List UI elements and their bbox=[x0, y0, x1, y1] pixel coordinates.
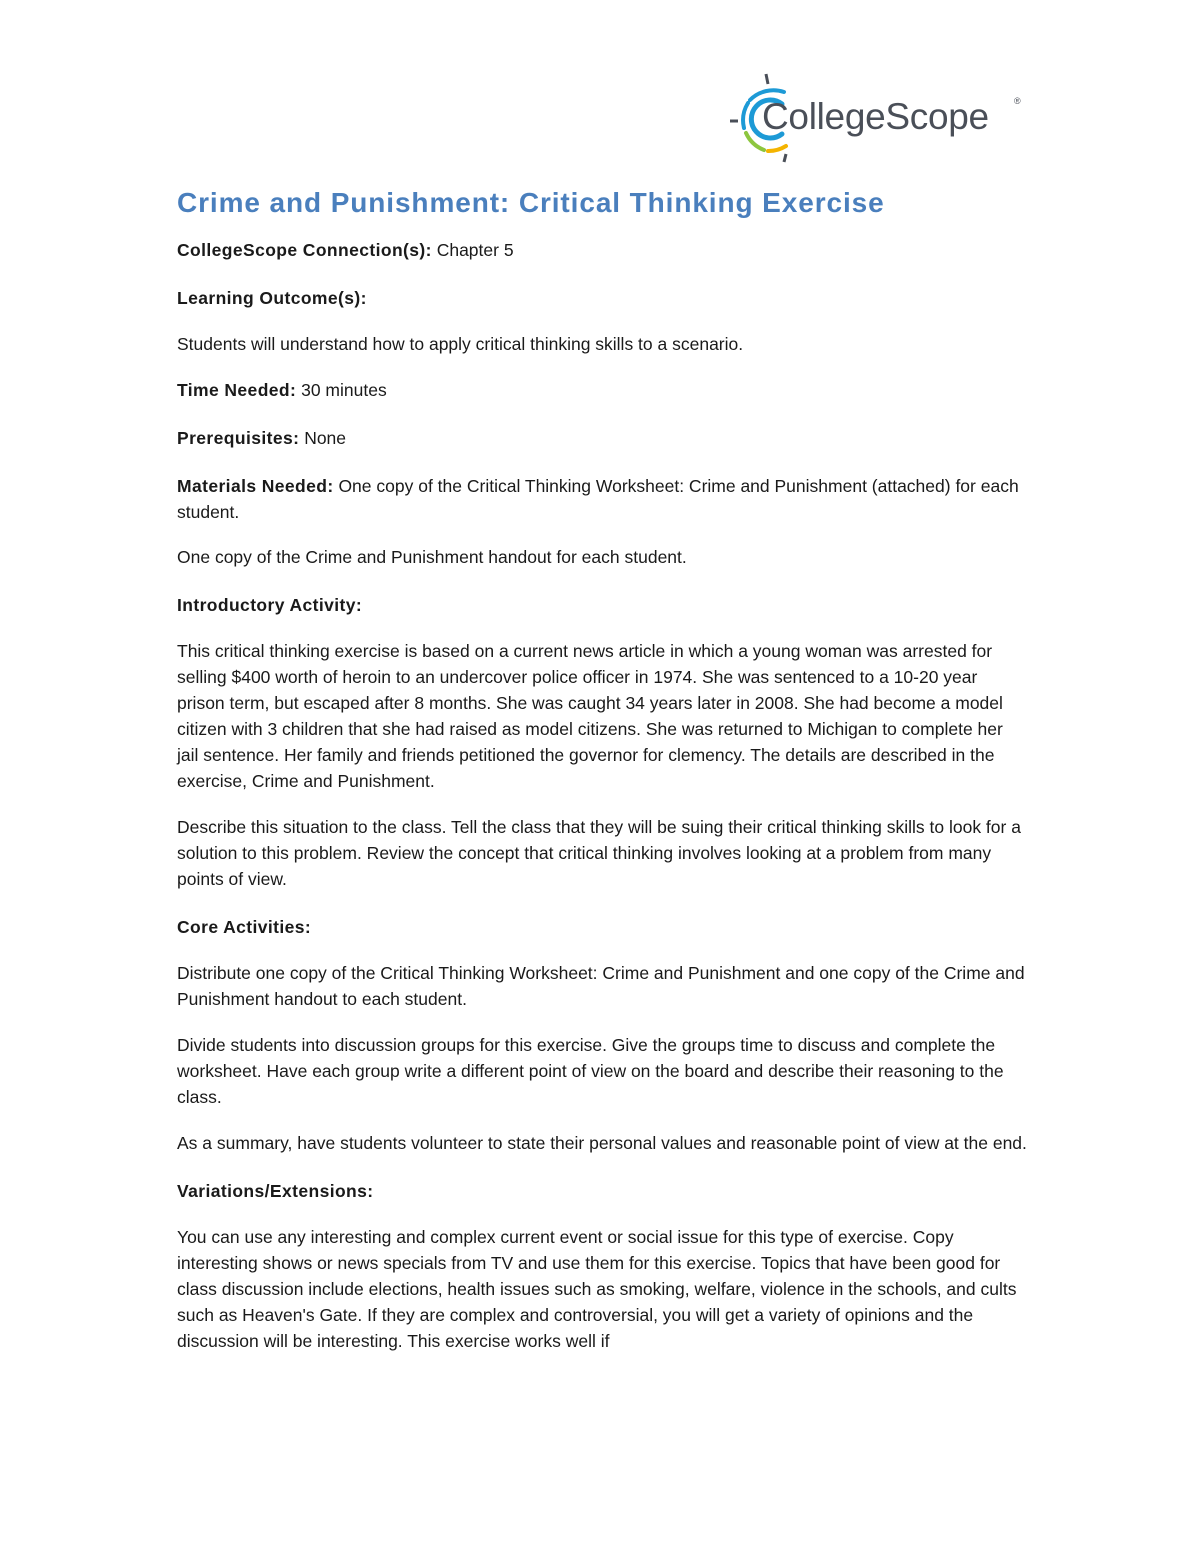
intro-paragraph-1: This critical thinking exercise is based on a current news article in which a young woman was arrested for selling $400 worth of heroin to an undercover police officer in 1974. She was sentenced to a 10-20 year prison term, but escaped after 8 months. She was caught 34 years later in 2008. She had become a model citizen with 3 children that she had raised as model citizens. She was returned to Michigan to complete her jail sentence. Her family and friends petitioned the governor for clemency. The details are described in the exercise, Crime and Punishment. bbox=[177, 641, 1003, 791]
core-heading: Core Activities: bbox=[177, 917, 312, 937]
materials-line bbox=[177, 473, 1027, 525]
document-body bbox=[177, 184, 1027, 1374]
core-paragraph-2: Divide students into discussion groups for this exercise. Give the groups time to discuss and complete the worksheet. Have each group write a different point of view on the board and describe their reasoning to the class. bbox=[177, 1035, 1004, 1107]
registered-mark: ® bbox=[1014, 96, 1021, 106]
time-line bbox=[177, 377, 1027, 403]
connection-line bbox=[177, 237, 1027, 263]
materials-label: Materials Needed: bbox=[177, 476, 334, 496]
outcomes-text: Students will understand how to apply critical thinking skills to a scenario. bbox=[177, 334, 744, 354]
collegescope-logo bbox=[728, 72, 1028, 164]
core-paragraph-3: As a summary, have students volunteer to state their personal values and reasonable point of view at the end. bbox=[177, 1133, 1027, 1153]
page-title: Crime and Punishment: Critical Thinking Exercise bbox=[177, 187, 885, 218]
prereq-line bbox=[177, 425, 1027, 451]
logo-wordmark: CollegeScope bbox=[762, 96, 989, 137]
connection-value: Chapter 5 bbox=[431, 240, 514, 260]
variations-paragraph: You can use any interesting and complex current event or social issue for this type of exercise. Copy interesting shows or news specials from TV and use them for this exercise. Topics that have been good for class discussion include elections, health issues such as smoking, welfare, violence in the schools, and cults such as Heaven's Gate. If they are complex and controversial, you will get a variety of opinions and the discussion will be interesting. This exercise works well if bbox=[177, 1227, 1017, 1351]
outcomes-heading: Learning Outcome(s): bbox=[177, 288, 367, 308]
materials-extra: One copy of the Crime and Punishment handout for each student. bbox=[177, 547, 687, 567]
time-value: 30 minutes bbox=[296, 380, 387, 400]
intro-paragraph-2: Describe this situation to the class. Tell the class that they will be suing their critical thinking skills to look for a solution to this problem. Review the concept that critical thinking involves looking at a problem from many points of view. bbox=[177, 817, 1021, 889]
prereq-value: None bbox=[299, 428, 347, 448]
prereq-label: Prerequisites: bbox=[177, 428, 300, 448]
time-label: Time Needed: bbox=[177, 380, 297, 400]
core-paragraph-1: Distribute one copy of the Critical Thinking Worksheet: Crime and Punishment and one copy of the Crime and Punishment handout to each student. bbox=[177, 963, 1025, 1009]
connection-label: CollegeScope Connection(s): bbox=[177, 240, 432, 260]
materials-value: One copy of the Critical Thinking Worksheet: Crime and Punishment (attached) for each student. bbox=[177, 476, 1019, 522]
variations-heading: Variations/Extensions: bbox=[177, 1181, 374, 1201]
intro-heading: Introductory Activity: bbox=[177, 595, 363, 615]
